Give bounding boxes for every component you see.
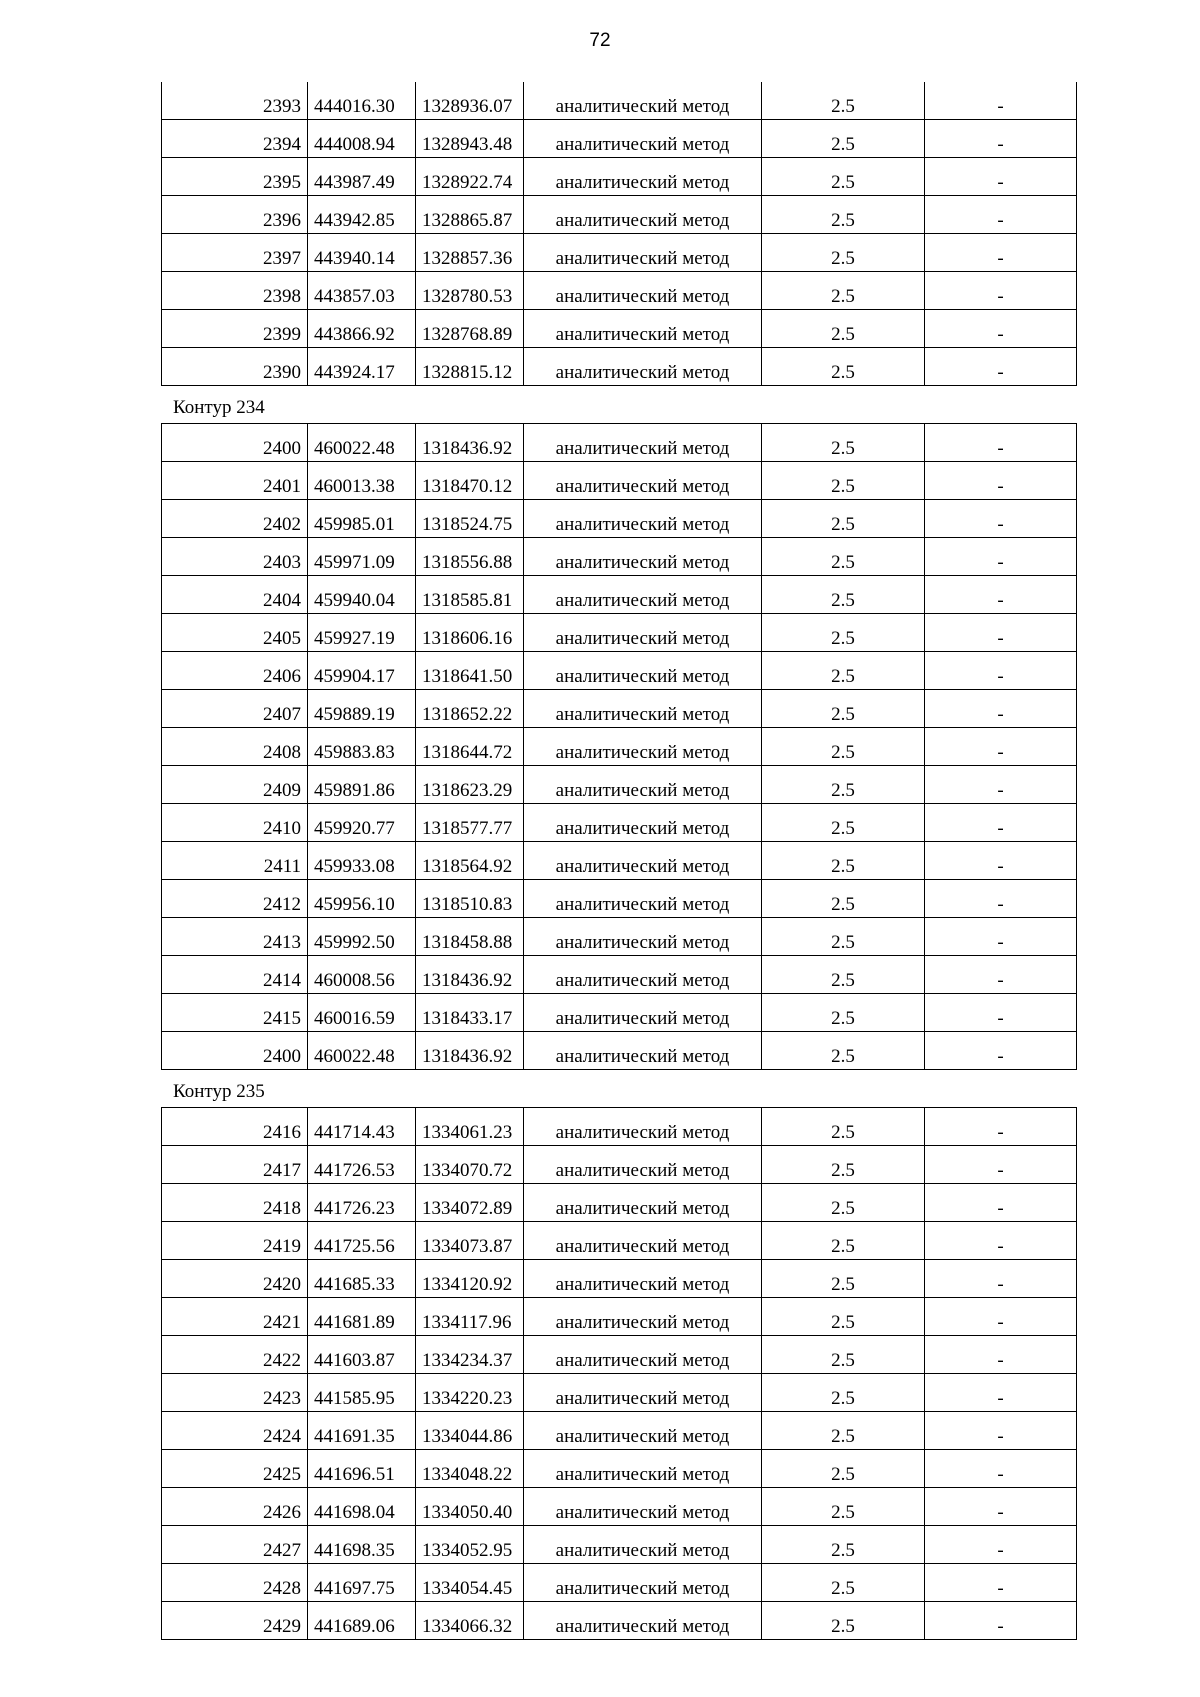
precision-cell: 2.5 (762, 424, 925, 462)
table-row (162, 196, 1077, 234)
point-number-cell: 2410 (162, 804, 308, 842)
y-coordinate-cell: 1334070.72 (416, 1146, 524, 1184)
method-cell: аналитический метод (524, 1032, 762, 1070)
precision-cell: 2.5 (762, 1526, 925, 1564)
method-cell: аналитический метод (524, 1260, 762, 1298)
table-row (162, 310, 1077, 348)
table-row (162, 728, 1077, 766)
point-number-cell: 2397 (162, 234, 308, 272)
note-cell: - (925, 538, 1077, 576)
x-coordinate-cell: 443940.14 (308, 234, 416, 272)
y-coordinate-cell: 1318436.92 (416, 1032, 524, 1070)
x-coordinate-cell: 443924.17 (308, 348, 416, 386)
table-row (162, 766, 1077, 804)
y-coordinate-cell: 1318641.50 (416, 652, 524, 690)
table-row (162, 500, 1077, 538)
precision-cell: 2.5 (762, 1412, 925, 1450)
y-coordinate-cell: 1318564.92 (416, 842, 524, 880)
precision-cell: 2.5 (762, 1488, 925, 1526)
x-coordinate-cell: 444008.94 (308, 120, 416, 158)
note-cell: - (925, 196, 1077, 234)
precision-cell: 2.5 (762, 1108, 925, 1146)
precision-cell: 2.5 (762, 1602, 925, 1640)
table-row (162, 956, 1077, 994)
x-coordinate-cell: 459971.09 (308, 538, 416, 576)
note-cell: - (925, 1336, 1077, 1374)
method-cell: аналитический метод (524, 272, 762, 310)
table-row (162, 1108, 1077, 1146)
note-cell: - (925, 690, 1077, 728)
note-cell: - (925, 500, 1077, 538)
table-row (162, 538, 1077, 576)
point-number-cell: 2406 (162, 652, 308, 690)
method-cell: аналитический метод (524, 614, 762, 652)
table-row (162, 1336, 1077, 1374)
precision-cell: 2.5 (762, 1184, 925, 1222)
precision-cell: 2.5 (762, 1146, 925, 1184)
method-cell: аналитический метод (524, 424, 762, 462)
y-coordinate-cell: 1318644.72 (416, 728, 524, 766)
table-row (162, 614, 1077, 652)
method-cell: аналитический метод (524, 1336, 762, 1374)
note-cell: - (925, 652, 1077, 690)
note-cell: - (925, 1526, 1077, 1564)
method-cell: аналитический метод (524, 1564, 762, 1602)
x-coordinate-cell: 460022.48 (308, 1032, 416, 1070)
x-coordinate-cell: 441696.51 (308, 1450, 416, 1488)
note-cell: - (925, 1374, 1077, 1412)
x-coordinate-cell: 441725.56 (308, 1222, 416, 1260)
table-row (162, 462, 1077, 500)
note-cell: - (925, 1184, 1077, 1222)
y-coordinate-cell: 1318577.77 (416, 804, 524, 842)
x-coordinate-cell: 441681.89 (308, 1298, 416, 1336)
precision-cell: 2.5 (762, 1032, 925, 1070)
note-cell: - (925, 310, 1077, 348)
note-cell: - (925, 1222, 1077, 1260)
point-number-cell: 2428 (162, 1564, 308, 1602)
note-cell: - (925, 1450, 1077, 1488)
y-coordinate-cell: 1328943.48 (416, 120, 524, 158)
x-coordinate-cell: 460008.56 (308, 956, 416, 994)
point-number-cell: 2421 (162, 1298, 308, 1336)
table-row (162, 1412, 1077, 1450)
table-row (162, 804, 1077, 842)
note-cell: - (925, 994, 1077, 1032)
table-row (162, 1602, 1077, 1640)
note-cell: - (925, 462, 1077, 500)
precision-cell: 2.5 (762, 1450, 925, 1488)
precision-cell: 2.5 (762, 120, 925, 158)
note-cell: - (925, 82, 1077, 120)
note-cell: - (925, 234, 1077, 272)
y-coordinate-cell: 1318606.16 (416, 614, 524, 652)
y-coordinate-cell: 1318470.12 (416, 462, 524, 500)
y-coordinate-cell: 1318556.88 (416, 538, 524, 576)
x-coordinate-cell: 459920.77 (308, 804, 416, 842)
note-cell: - (925, 1564, 1077, 1602)
point-number-cell: 2399 (162, 310, 308, 348)
method-cell: аналитический метод (524, 956, 762, 994)
point-number-cell: 2405 (162, 614, 308, 652)
y-coordinate-cell: 1318458.88 (416, 918, 524, 956)
y-coordinate-cell: 1334050.40 (416, 1488, 524, 1526)
y-coordinate-cell: 1318652.22 (416, 690, 524, 728)
note-cell: - (925, 918, 1077, 956)
precision-cell: 2.5 (762, 538, 925, 576)
x-coordinate-cell: 443857.03 (308, 272, 416, 310)
contour-title: Контур 235 (173, 1081, 265, 1102)
method-cell: аналитический метод (524, 1222, 762, 1260)
method-cell: аналитический метод (524, 310, 762, 348)
x-coordinate-cell: 441726.53 (308, 1146, 416, 1184)
point-number-cell: 2411 (162, 842, 308, 880)
table-row (162, 994, 1077, 1032)
x-coordinate-cell: 460013.38 (308, 462, 416, 500)
x-coordinate-cell: 441714.43 (308, 1108, 416, 1146)
precision-cell: 2.5 (762, 1298, 925, 1336)
table-row (162, 576, 1077, 614)
x-coordinate-cell: 441691.35 (308, 1412, 416, 1450)
table-row (162, 652, 1077, 690)
x-coordinate-cell: 441585.95 (308, 1374, 416, 1412)
method-cell: аналитический метод (524, 120, 762, 158)
y-coordinate-cell: 1334052.95 (416, 1526, 524, 1564)
precision-cell: 2.5 (762, 918, 925, 956)
precision-cell: 2.5 (762, 196, 925, 234)
table-row (162, 120, 1077, 158)
x-coordinate-cell: 459883.83 (308, 728, 416, 766)
table-row (162, 1488, 1077, 1526)
point-number-cell: 2400 (162, 1032, 308, 1070)
note-cell: - (925, 1032, 1077, 1070)
table-row (162, 1450, 1077, 1488)
method-cell: аналитический метод (524, 1602, 762, 1640)
point-number-cell: 2412 (162, 880, 308, 918)
y-coordinate-cell: 1334054.45 (416, 1564, 524, 1602)
x-coordinate-cell: 443942.85 (308, 196, 416, 234)
y-coordinate-cell: 1328922.74 (416, 158, 524, 196)
x-coordinate-cell: 441698.04 (308, 1488, 416, 1526)
precision-cell: 2.5 (762, 1374, 925, 1412)
method-cell: аналитический метод (524, 234, 762, 272)
method-cell: аналитический метод (524, 1450, 762, 1488)
y-coordinate-cell: 1328857.36 (416, 234, 524, 272)
note-cell: - (925, 576, 1077, 614)
point-number-cell: 2402 (162, 500, 308, 538)
coordinates-table (161, 423, 1077, 1070)
x-coordinate-cell: 459891.86 (308, 766, 416, 804)
point-number-cell: 2416 (162, 1108, 308, 1146)
precision-cell: 2.5 (762, 272, 925, 310)
point-number-cell: 2409 (162, 766, 308, 804)
method-cell: аналитический метод (524, 1526, 762, 1564)
y-coordinate-cell: 1318524.75 (416, 500, 524, 538)
point-number-cell: 2395 (162, 158, 308, 196)
coordinates-table (161, 82, 1077, 386)
y-coordinate-cell: 1318436.92 (416, 956, 524, 994)
y-coordinate-cell: 1334234.37 (416, 1336, 524, 1374)
x-coordinate-cell: 460016.59 (308, 994, 416, 1032)
y-coordinate-cell: 1318510.83 (416, 880, 524, 918)
table-row (162, 842, 1077, 880)
x-coordinate-cell: 460022.48 (308, 424, 416, 462)
point-number-cell: 2427 (162, 1526, 308, 1564)
table-row (162, 1526, 1077, 1564)
point-number-cell: 2413 (162, 918, 308, 956)
method-cell: аналитический метод (524, 842, 762, 880)
y-coordinate-cell: 1318436.92 (416, 424, 524, 462)
table-row (162, 158, 1077, 196)
method-cell: аналитический метод (524, 1298, 762, 1336)
precision-cell: 2.5 (762, 82, 925, 120)
point-number-cell: 2429 (162, 1602, 308, 1640)
precision-cell: 2.5 (762, 994, 925, 1032)
table-row (162, 1222, 1077, 1260)
method-cell: аналитический метод (524, 1184, 762, 1222)
y-coordinate-cell: 1334120.92 (416, 1260, 524, 1298)
point-number-cell: 2414 (162, 956, 308, 994)
x-coordinate-cell: 441726.23 (308, 1184, 416, 1222)
x-coordinate-cell: 441685.33 (308, 1260, 416, 1298)
table-row (162, 234, 1077, 272)
method-cell: аналитический метод (524, 500, 762, 538)
method-cell: аналитический метод (524, 1374, 762, 1412)
note-cell: - (925, 1412, 1077, 1450)
y-coordinate-cell: 1334066.32 (416, 1602, 524, 1640)
y-coordinate-cell: 1328865.87 (416, 196, 524, 234)
point-number-cell: 2404 (162, 576, 308, 614)
precision-cell: 2.5 (762, 766, 925, 804)
precision-cell: 2.5 (762, 348, 925, 386)
point-number-cell: 2394 (162, 120, 308, 158)
precision-cell: 2.5 (762, 500, 925, 538)
precision-cell: 2.5 (762, 614, 925, 652)
x-coordinate-cell: 441698.35 (308, 1526, 416, 1564)
point-number-cell: 2420 (162, 1260, 308, 1298)
table-row (162, 82, 1077, 120)
precision-cell: 2.5 (762, 158, 925, 196)
x-coordinate-cell: 443866.92 (308, 310, 416, 348)
y-coordinate-cell: 1334220.23 (416, 1374, 524, 1412)
x-coordinate-cell: 441689.06 (308, 1602, 416, 1640)
note-cell: - (925, 842, 1077, 880)
note-cell: - (925, 158, 1077, 196)
point-number-cell: 2425 (162, 1450, 308, 1488)
method-cell: аналитический метод (524, 1412, 762, 1450)
point-number-cell: 2398 (162, 272, 308, 310)
note-cell: - (925, 1108, 1077, 1146)
precision-cell: 2.5 (762, 462, 925, 500)
y-coordinate-cell: 1334117.96 (416, 1298, 524, 1336)
method-cell: аналитический метод (524, 994, 762, 1032)
y-coordinate-cell: 1334044.86 (416, 1412, 524, 1450)
method-cell: аналитический метод (524, 1108, 762, 1146)
point-number-cell: 2418 (162, 1184, 308, 1222)
point-number-cell: 2408 (162, 728, 308, 766)
precision-cell: 2.5 (762, 1564, 925, 1602)
precision-cell: 2.5 (762, 1222, 925, 1260)
table-row (162, 272, 1077, 310)
precision-cell: 2.5 (762, 576, 925, 614)
table-row (162, 1146, 1077, 1184)
y-coordinate-cell: 1328768.89 (416, 310, 524, 348)
point-number-cell: 2401 (162, 462, 308, 500)
table-row (162, 1032, 1077, 1070)
method-cell: аналитический метод (524, 82, 762, 120)
x-coordinate-cell: 459904.17 (308, 652, 416, 690)
table-row (162, 690, 1077, 728)
y-coordinate-cell: 1318433.17 (416, 994, 524, 1032)
precision-cell: 2.5 (762, 880, 925, 918)
point-number-cell: 2426 (162, 1488, 308, 1526)
table-row (162, 348, 1077, 386)
method-cell: аналитический метод (524, 576, 762, 614)
x-coordinate-cell: 441603.87 (308, 1336, 416, 1374)
coordinates-document (161, 82, 1077, 1640)
x-coordinate-cell: 441697.75 (308, 1564, 416, 1602)
point-number-cell: 2417 (162, 1146, 308, 1184)
note-cell: - (925, 766, 1077, 804)
method-cell: аналитический метод (524, 918, 762, 956)
point-number-cell: 2403 (162, 538, 308, 576)
table-row (162, 880, 1077, 918)
method-cell: аналитический метод (524, 462, 762, 500)
point-number-cell: 2422 (162, 1336, 308, 1374)
x-coordinate-cell: 443987.49 (308, 158, 416, 196)
method-cell: аналитический метод (524, 538, 762, 576)
y-coordinate-cell: 1318585.81 (416, 576, 524, 614)
point-number-cell: 2407 (162, 690, 308, 728)
x-coordinate-cell: 459889.19 (308, 690, 416, 728)
y-coordinate-cell: 1334073.87 (416, 1222, 524, 1260)
precision-cell: 2.5 (762, 690, 925, 728)
note-cell: - (925, 956, 1077, 994)
method-cell: аналитический метод (524, 196, 762, 234)
note-cell: - (925, 424, 1077, 462)
table-row (162, 918, 1077, 956)
point-number-cell: 2390 (162, 348, 308, 386)
method-cell: аналитический метод (524, 728, 762, 766)
point-number-cell: 2424 (162, 1412, 308, 1450)
x-coordinate-cell: 459985.01 (308, 500, 416, 538)
point-number-cell: 2419 (162, 1222, 308, 1260)
point-number-cell: 2393 (162, 82, 308, 120)
method-cell: аналитический метод (524, 880, 762, 918)
y-coordinate-cell: 1318623.29 (416, 766, 524, 804)
precision-cell: 2.5 (762, 804, 925, 842)
precision-cell: 2.5 (762, 728, 925, 766)
method-cell: аналитический метод (524, 158, 762, 196)
precision-cell: 2.5 (762, 234, 925, 272)
note-cell: - (925, 880, 1077, 918)
y-coordinate-cell: 1334048.22 (416, 1450, 524, 1488)
point-number-cell: 2415 (162, 994, 308, 1032)
method-cell: аналитический метод (524, 804, 762, 842)
point-number-cell: 2396 (162, 196, 308, 234)
note-cell: - (925, 614, 1077, 652)
method-cell: аналитический метод (524, 348, 762, 386)
table-row (162, 1374, 1077, 1412)
contour-title: Контур 234 (173, 397, 265, 418)
method-cell: аналитический метод (524, 766, 762, 804)
y-coordinate-cell: 1328936.07 (416, 82, 524, 120)
note-cell: - (925, 1488, 1077, 1526)
y-coordinate-cell: 1334072.89 (416, 1184, 524, 1222)
y-coordinate-cell: 1328815.12 (416, 348, 524, 386)
page-number: 72 (589, 30, 611, 51)
note-cell: - (925, 1602, 1077, 1640)
note-cell: - (925, 804, 1077, 842)
note-cell: - (925, 728, 1077, 766)
note-cell: - (925, 1260, 1077, 1298)
note-cell: - (925, 1298, 1077, 1336)
note-cell: - (925, 120, 1077, 158)
method-cell: аналитический метод (524, 690, 762, 728)
y-coordinate-cell: 1328780.53 (416, 272, 524, 310)
table-row (162, 1298, 1077, 1336)
precision-cell: 2.5 (762, 310, 925, 348)
precision-cell: 2.5 (762, 1260, 925, 1298)
x-coordinate-cell: 459940.04 (308, 576, 416, 614)
point-number-cell: 2423 (162, 1374, 308, 1412)
note-cell: - (925, 1146, 1077, 1184)
table-row (162, 1184, 1077, 1222)
x-coordinate-cell: 459933.08 (308, 842, 416, 880)
precision-cell: 2.5 (762, 842, 925, 880)
coordinates-table (161, 1107, 1077, 1640)
note-cell: - (925, 272, 1077, 310)
note-cell: - (925, 348, 1077, 386)
precision-cell: 2.5 (762, 652, 925, 690)
method-cell: аналитический метод (524, 1146, 762, 1184)
table-row (162, 1564, 1077, 1602)
method-cell: аналитический метод (524, 1488, 762, 1526)
table-row (162, 424, 1077, 462)
y-coordinate-cell: 1334061.23 (416, 1108, 524, 1146)
table-row (162, 1260, 1077, 1298)
method-cell: аналитический метод (524, 652, 762, 690)
precision-cell: 2.5 (762, 956, 925, 994)
x-coordinate-cell: 459992.50 (308, 918, 416, 956)
x-coordinate-cell: 459927.19 (308, 614, 416, 652)
x-coordinate-cell: 444016.30 (308, 82, 416, 120)
precision-cell: 2.5 (762, 1336, 925, 1374)
x-coordinate-cell: 459956.10 (308, 880, 416, 918)
point-number-cell: 2400 (162, 424, 308, 462)
